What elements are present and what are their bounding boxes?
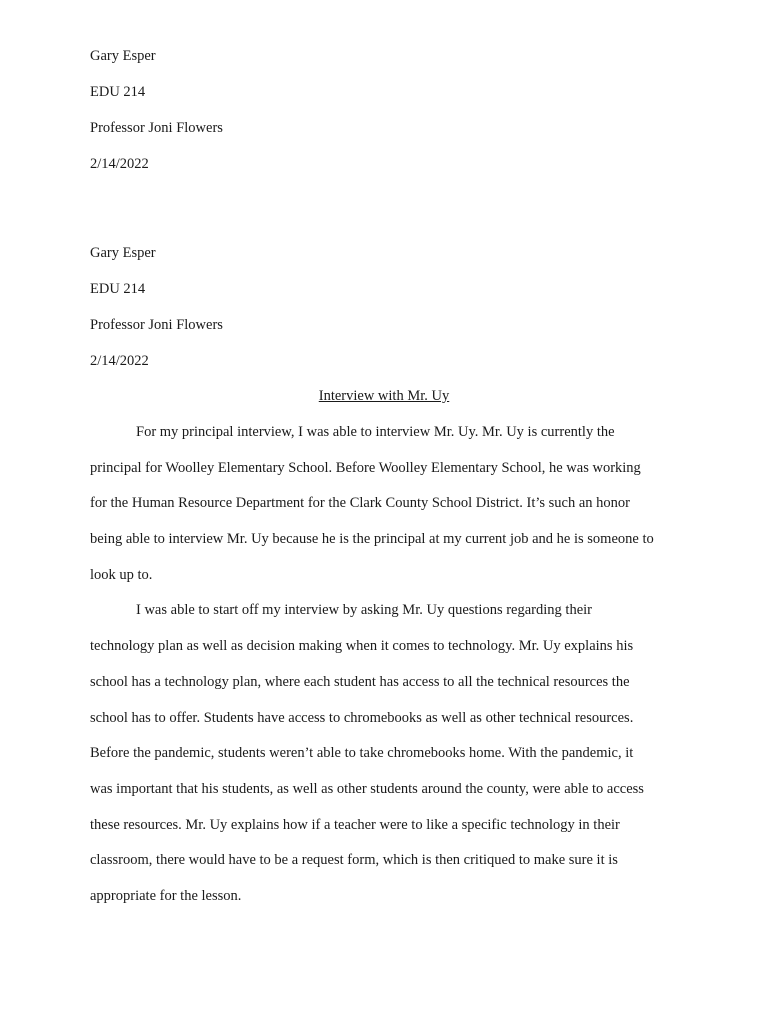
document-date: 2/14/2022: [90, 156, 149, 172]
professor-name-repeat: Professor Joni Flowers: [90, 317, 223, 333]
essay-title: Interview with Mr. Uy: [318, 388, 450, 404]
paragraph-line: school has to offer. Students have access to chromebooks as well as other technical resources.: [90, 710, 634, 726]
paragraph-line: technology plan as well as decision making when it comes to technology. Mr. Uy explains his: [90, 638, 634, 654]
paragraph-line: was important that his students, as well as other students around the county, were able to access: [90, 781, 644, 797]
professor-name: Professor Joni Flowers: [90, 120, 223, 136]
author-name-repeat: Gary Esper: [90, 245, 156, 261]
course-code: EDU 214: [90, 84, 146, 100]
document-date-repeat: 2/14/2022: [90, 353, 149, 369]
paragraph-line: Before the pandemic, students weren’t able to take chromebooks home. With the pandemic, it: [90, 745, 634, 761]
paragraph-line: I was able to start off my interview by asking Mr. Uy questions regarding their: [136, 602, 592, 618]
paragraph-line: classroom, there would have to be a request form, which is then critiqued to make sure it is: [90, 852, 618, 868]
course-code-repeat: EDU 214: [90, 281, 146, 297]
author-name: Gary Esper: [90, 48, 156, 64]
paragraph-line: look up to.: [90, 567, 153, 583]
paragraph-line: these resources. Mr. Uy explains how if a teacher were to like a specific technology in their: [90, 817, 620, 833]
paragraph-line: appropriate for the lesson.: [90, 888, 242, 904]
paragraph-line: principal for Woolley Elementary School. Before Woolley Elementary School, he was working: [90, 460, 641, 476]
paragraph-line: for the Human Resource Department for the Clark County School District. It’s such an honor: [90, 495, 631, 511]
paragraph-line: being able to interview Mr. Uy because he is the principal at my current job and he is someone to: [90, 531, 654, 547]
paragraph-line: For my principal interview, I was able to interview Mr. Uy. Mr. Uy is currently the: [136, 424, 615, 440]
paragraph-line: school has a technology plan, where each student has access to all the technical resources the: [90, 674, 630, 690]
